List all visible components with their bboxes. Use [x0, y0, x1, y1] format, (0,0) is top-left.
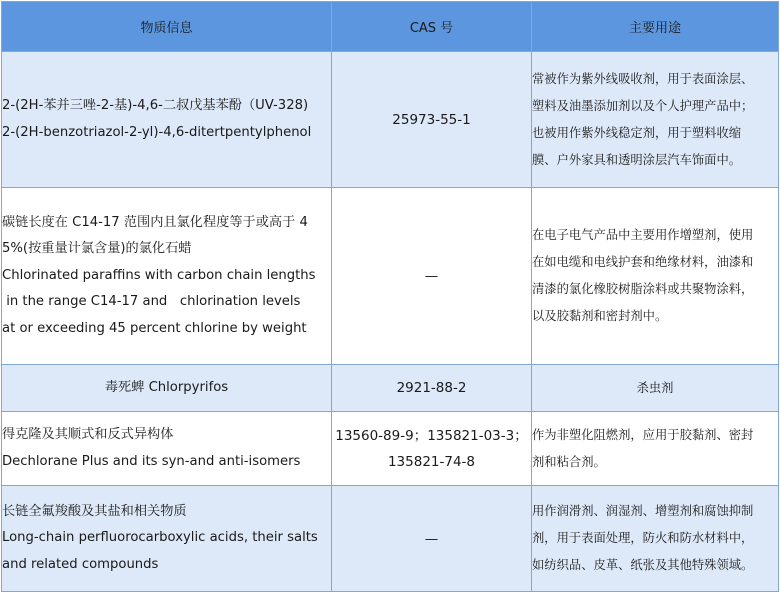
- cas-number: 13560-89-9；135821-03-3；: [335, 427, 528, 444]
- substance-info-cell: [2, 188, 332, 365]
- table-row: [2, 365, 779, 412]
- cas-number: —: [424, 530, 439, 547]
- substance-name-en: in the range C14-17 and chlorination levels: [2, 294, 301, 310]
- main-use-text: 膜、户外家具和透明涂层汽车饰面中。: [532, 152, 742, 167]
- cas-number: —: [424, 268, 439, 284]
- main-use-cell: [532, 365, 779, 412]
- table-row: [2, 412, 779, 486]
- main-use-text: 清漆的氯化橡胶树脂涂料或共聚物涂料，: [532, 282, 754, 296]
- substance-info-cell: [2, 365, 332, 412]
- cas-number-cell: [332, 52, 532, 188]
- cas-number: 2921-88-2: [396, 380, 467, 396]
- substance-name-en: 2-(2H-benzotriazol-2-yl)-4,6-ditertpentylphenol: [2, 124, 312, 140]
- substance-name-zh: 5%(按重量计氯含量)的氯化石蜡: [2, 241, 192, 257]
- main-use-text: 用作润滑剂、润湿剂、增塑剂和腐蚀抑制: [532, 504, 754, 518]
- main-use-text: 常被作为紫外线吸收剂，用于表面涂层、: [532, 71, 754, 86]
- main-use-cell: [532, 52, 779, 188]
- table-header: [2, 2, 779, 52]
- substance-name-en: at or exceeding 45 percent chlorine by weight: [2, 320, 307, 336]
- main-use-text: 在如电缆和电线护套和绝缘材料，油漆和: [532, 255, 754, 269]
- substance-name-zh: 长链全氟羧酸及其盐和相关物质: [2, 503, 187, 519]
- main-use-text: 如纺织品、皮革、纸张及其他特殊领域。: [532, 558, 754, 572]
- substance-name-en: Long-chain perfluorocarboxylic acids, their salts: [2, 530, 318, 546]
- main-use-text: 剂和粘合剂。: [532, 454, 606, 469]
- table-row: [2, 486, 779, 592]
- header-substance-info: 物质信息: [2, 2, 332, 52]
- substance-info-cell: [2, 486, 332, 592]
- main-use-cell: [532, 412, 779, 486]
- substance-info-cell: [2, 412, 332, 486]
- main-use-text: 杀虫剂: [636, 380, 674, 395]
- table-row: [2, 52, 779, 188]
- main-use-cell: [532, 486, 779, 592]
- substance-name-en: and related compounds: [2, 556, 159, 572]
- cas-number-cell: [332, 486, 532, 592]
- substance-name-zh: 得克隆及其顺式和反式异构体: [2, 427, 174, 442]
- cas-number: 135821-74-8: [387, 453, 476, 470]
- main-use-text: 以及胶黏剂和密封剂中。: [532, 309, 668, 323]
- main-use-text: 塑料及油墨添加剂以及个人护理产品中；: [532, 98, 754, 113]
- substance-name-en: Chlorinated paraffins with carbon chain lengths: [2, 267, 316, 283]
- substance-name-zh: 2-(2H-苯并三唑-2-基)-4,6-二叔戊基苯酚（UV-328): [2, 98, 309, 113]
- substance-name-zh: 碳链长度在 C14-17 范围内且氯化程度等于或高于 4: [2, 214, 308, 230]
- cas-number-cell: [332, 188, 532, 365]
- table-row: [2, 188, 779, 365]
- header-cas-number: CAS 号: [332, 2, 532, 52]
- main-use-text: 作为非塑化阻燃剂，应用于胶黏剂、密封: [532, 427, 754, 442]
- substance-name-en: Dechlorane Plus and its syn-and anti-isomers: [2, 453, 301, 469]
- cas-number-cell: [332, 412, 532, 486]
- cas-number: 25973-55-1: [392, 111, 471, 128]
- substance-name: 毒死蜱 Chlorpyrifos: [104, 379, 229, 395]
- substance-info-cell: [2, 52, 332, 188]
- header-main-use: 主要用途: [532, 2, 779, 52]
- cas-number-cell: [332, 365, 532, 412]
- substance-table: [1, 1, 779, 592]
- main-use-text: 也被用作紫外线稳定剂，用于塑料收缩: [532, 125, 742, 140]
- main-use-text: 剂，用于表面处理，防火和防水材料中，: [532, 531, 754, 545]
- main-use-cell: [532, 188, 779, 365]
- main-use-text: 在电子电气产品中主要用作增塑剂，使用: [532, 228, 754, 242]
